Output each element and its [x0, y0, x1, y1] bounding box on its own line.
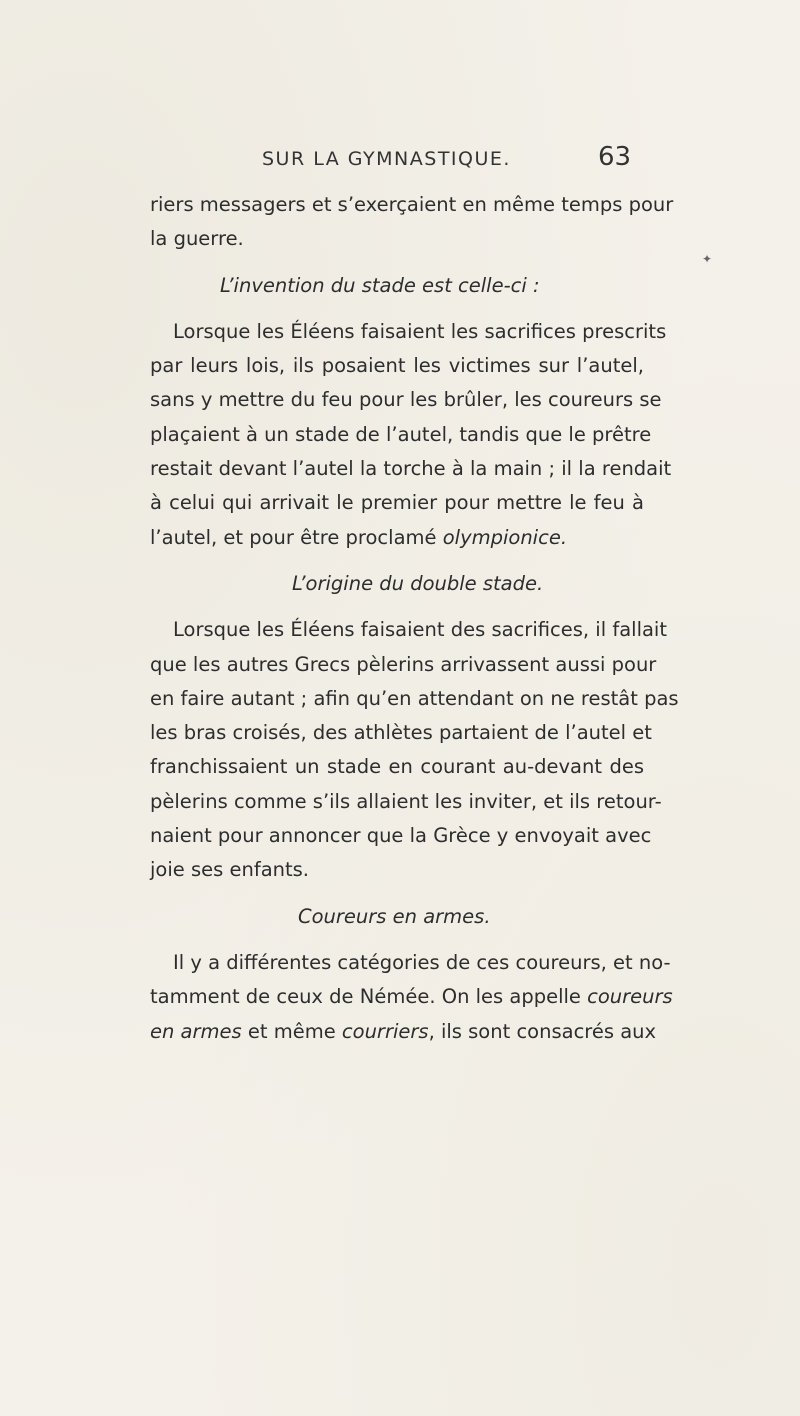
- text-line: en faire autant ; afin qu’en attendant on ne restât pas: [150, 686, 679, 710]
- italic-term: en armes: [150, 1019, 242, 1043]
- text-line: riers messagers et s’exerçaient en même temps pour: [150, 193, 674, 216]
- italic-term: olympionice.: [442, 525, 568, 549]
- body-text: [150, 188, 679, 1049]
- text-line: pèlerins comme s’ils allaient les inviter, et ils retour-: [150, 789, 662, 813]
- text-line: plaçaient à un stade de l’autel, tandis que le prêtre: [150, 422, 652, 446]
- spacer: [150, 303, 644, 315]
- text-line: Il y a différentes catégories de ces coureurs, et no-: [173, 950, 671, 974]
- spacer: [150, 555, 644, 567]
- text-line: que les autres Grecs pèlerins arrivassent aussi pour: [150, 652, 657, 676]
- spacer: [150, 934, 644, 946]
- text-line: [150, 980, 673, 1014]
- text-fragment: l’autel, et pour être proclamé: [150, 525, 443, 549]
- text-line: Lorsque les Éléens faisaient des sacrifices, il fallait: [173, 618, 667, 642]
- italic-term: coureurs: [587, 985, 673, 1009]
- text-fragment: et même: [241, 1019, 342, 1043]
- text-line: [150, 1015, 657, 1049]
- stray-mark: ✦: [702, 252, 713, 266]
- section-heading: L’invention du stade est celle-ci :: [220, 273, 540, 297]
- text-line: la guerre.: [150, 227, 244, 251]
- page-number: 63: [598, 142, 632, 172]
- spacer: [150, 888, 644, 900]
- spacer: [150, 257, 644, 269]
- text-line: par leurs lois, ils posaient les victimes sur l’autel,: [150, 354, 644, 378]
- spacer: [150, 601, 644, 613]
- text-fragment: tamment de ceux de Némée. On les appelle: [150, 985, 588, 1009]
- text-line: à celui qui arrivait le premier pour mettre le feu à: [150, 491, 644, 515]
- text-line: Lorsque les Éléens faisaient les sacrifices prescrits: [173, 319, 667, 343]
- text-line: [150, 521, 644, 555]
- running-head: SUR LA GYMNASTIQUE.: [262, 148, 511, 170]
- text-line: restait devant l’autel la torche à la main ; il la rendait: [150, 457, 672, 481]
- section-heading: Coureurs en armes.: [298, 904, 491, 928]
- text-line: naient pour annoncer que la Grèce y envoyait avec: [150, 824, 652, 848]
- section-heading: L’origine du double stade.: [292, 571, 544, 595]
- text-line: joie ses enfants.: [150, 858, 310, 882]
- text-line: franchissaient un stade en courant au-devant des: [150, 755, 644, 779]
- text-line: les bras croisés, des athlètes partaient de l’autel et: [150, 721, 652, 745]
- italic-term: courriers: [341, 1019, 429, 1043]
- text-fragment: , ils sont consacrés aux: [428, 1019, 657, 1043]
- text-line: sans y mettre du feu pour les brûler, les coureurs se: [150, 388, 662, 412]
